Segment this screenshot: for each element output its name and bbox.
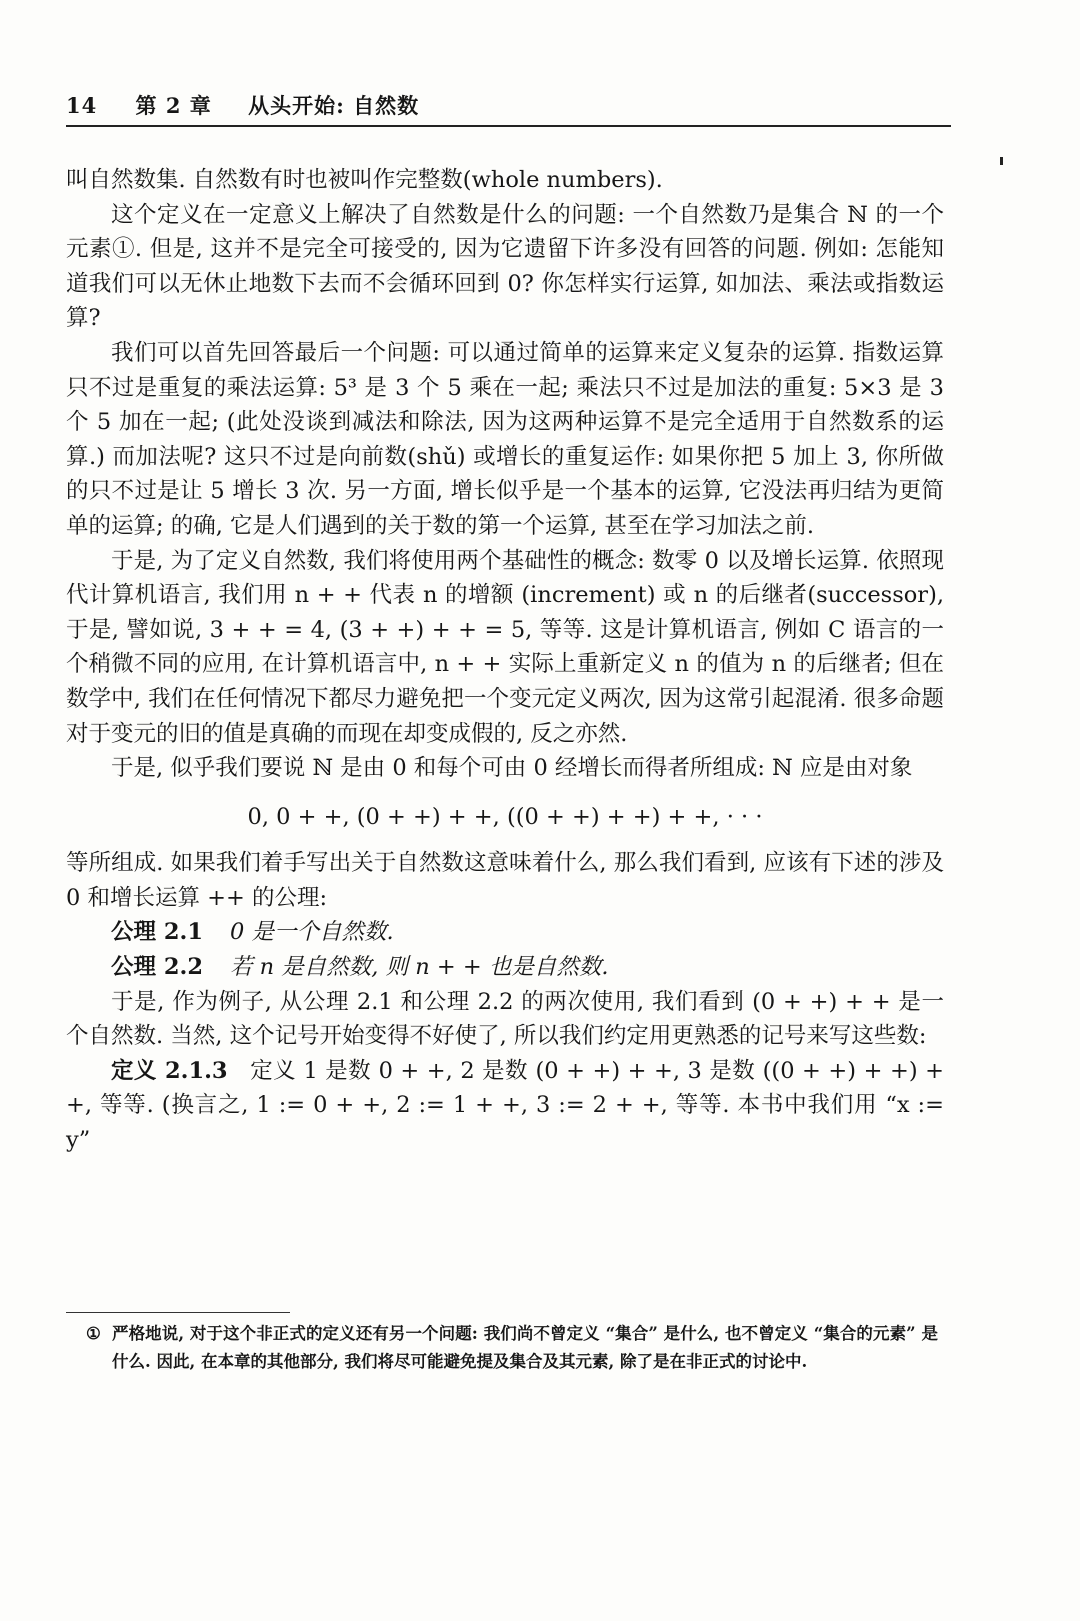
paragraph-4: 于是, 似乎我们要说 ℕ 是由 0 和每个可由 0 经增长而得者所组成: ℕ 应是由对象: [111, 755, 913, 782]
header-rule: [66, 125, 951, 127]
axiom-label: 公理 2.1: [111, 919, 203, 946]
running-header: [66, 90, 946, 120]
footnote-rule: [66, 1312, 290, 1313]
page-number: 14: [66, 93, 98, 118]
margin-mark: [1000, 157, 1003, 165]
paragraph-3: 于是, 为了定义自然数, 我们将使用两个基础性的概念: 数零 0 以及增长运算. 依照现代计算机语言, 我们用 n + + 代表 n 的增额 (increment) 或 n 的后继者(successor), 于是, 譬如说, 3 + + = 4, (3 + +) + + = 5, 等等. 这是计算机语言, 例如 C 语言的一个稍微不同的应用, 在计算机语言中, n + + 实际上重新定义 n 的值为 n 的后继者; 但在数学中, 我们在任何情况下都尽力避免把一个变元定义两次, 因为这常引起混淆. 很多命题对于变元的旧的值是真确的而现在却变成假的, 反之亦然.: [66, 547, 944, 747]
chapter-title: 从头开始: 自然数: [248, 93, 420, 118]
paragraph-2: 我们可以首先回答最后一个问题: 可以通过简单的运算来定义复杂的运算. 指数运算只不过是重复的乘法运算: 5³ 是 3 个 5 乘在一起; 乘法只不过是加法的重复: 5×3 是 3 个 5 加在一起; (此处没谈到减法和除法, 因为这两种运算不是完全适用于自然数系的运算.) 而加法呢? 这只不过是向前数(shǔ) 或增长的重复运作: 如果你把 5 加上 3, 你所做的只不过是让 5 增长 3 次. 另一方面, 增长似乎是一个基本的运算, 它没法再归结为更简单的运算; 的确, 它是人们遇到的关于数的第一个运算, 甚至在学习加法之前.: [66, 339, 944, 539]
paragraph-5: 等所组成. 如果我们着手写出关于自然数这意味着什么, 那么我们看到, 应该有下述的涉及 0 和增长运算 ++ 的公理:: [66, 850, 944, 911]
axiom-text: 若 n 是自然数, 则 n + + 也是自然数.: [229, 954, 609, 981]
main-text: [66, 163, 944, 1158]
paragraph-6: 于是, 作为例子, 从公理 2.1 和公理 2.2 的两次使用, 我们看到 (0 + +) + + 是一个自然数. 当然, 这个记号开始变得不好使了, 所以我们约定用更熟悉的记号来写这些数:: [66, 988, 944, 1050]
axiom-text: 0 是一个自然数.: [229, 919, 394, 946]
axiom-2-1: [66, 915, 944, 950]
definition-label: 定义 2.1.3: [111, 1057, 228, 1084]
paragraph-0: 叫自然数集. 自然数有时也被叫作完整数(whole numbers).: [66, 167, 663, 193]
axiom-2-2: [66, 950, 944, 985]
display-formula: 0, 0 + +, (0 + +) + +, ((0 + +) + +) + +, · · ·: [247, 803, 763, 830]
axiom-label: 公理 2.2: [111, 954, 203, 981]
footnote: [86, 1320, 938, 1375]
footnote-mark: ①: [86, 1324, 101, 1343]
paragraph-1: 这个定义在一定意义上解决了自然数是什么的问题: 一个自然数乃是集合 ℕ 的一个元素①. 但是, 这并不是完全可接受的, 因为它遗留下许多没有回答的问题. 例如: 怎能知道我们可以无休止地数下去而不会循环回到 0? 你怎样实行运算, 如加法、乘法或指数运算?: [66, 201, 944, 332]
footnote-text: 严格地说, 对于这个非正式的定义还有另一个问题: 我们尚不曾定义 “集合” 是什么, 也不曾定义 “集合的元素” 是什么. 因此, 在本章的其他部分, 我们将尽可能避免提及集合及其元素, 除了是在非正式的讨论中.: [112, 1324, 938, 1371]
definition-text: 定义 1 是数 0 + +, 2 是数 (0 + +) + +, 3 是数 ((0 + +) + +) + +, 等等. (换言之, 1 := 0 + +, 2 := 1 + +, 3 := 2 + +, 等等. 本书中我们用 “x := y”: [66, 1057, 944, 1154]
chapter-label: 第 2 章: [135, 93, 212, 118]
definition-2-1-3: [66, 1054, 944, 1158]
